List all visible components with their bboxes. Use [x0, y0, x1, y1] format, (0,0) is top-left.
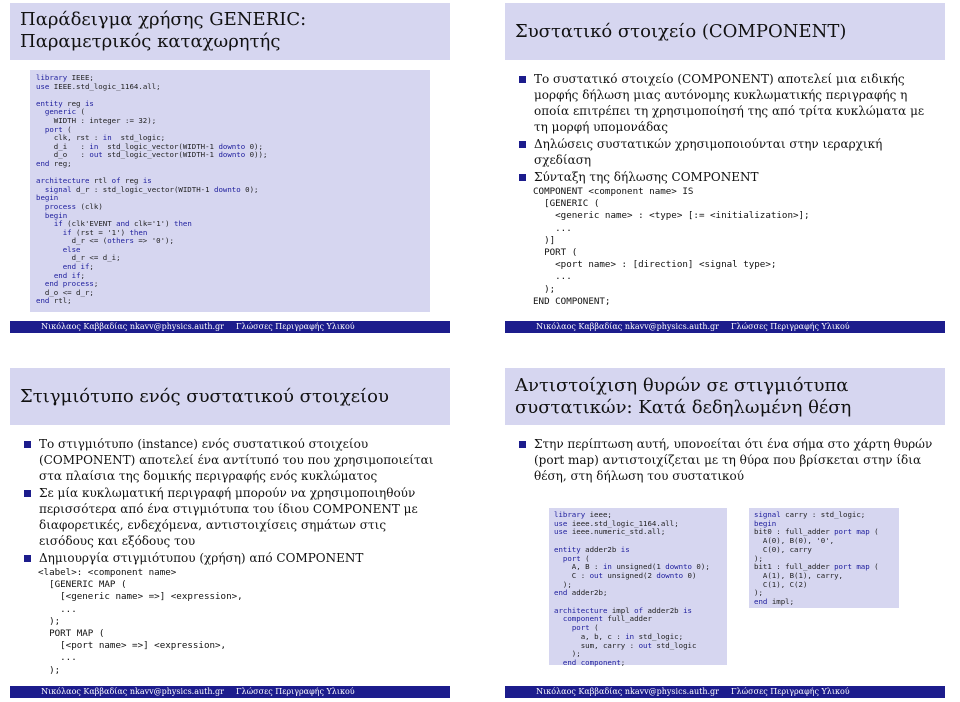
bullet-item: Σύνταξη της δήλωσης COMPONENT	[519, 169, 939, 185]
slide-title: Παράδειγμα χρήσης GENERIC: Παραμετρικός καταχωρητής	[10, 3, 450, 60]
slide-body	[24, 436, 444, 677]
bullet-item: Το συστατικό στοιχείο (COMPONENT) αποτελεί μια ειδικής μορφής δήλωση μιας αυτόνομης κυκλωματικής περιγραφής η οποία επιτρέπει τη χρησιμοποίησή της από τρίτα κυκλώματα με τη μορφή υπομονάδας	[519, 71, 939, 135]
footer-author: Νικόλαος Καββαδίας nkavv@physics.auth.gr	[536, 687, 719, 696]
slide-body	[519, 71, 939, 308]
slide-title: Συστατικό στοιχείο (COMPONENT)	[505, 3, 945, 60]
bullet-item: Στην περίπτωση αυτή, υπονοείται ότι ένα σήμα στο χάρτη θυρών (port map) αντιστοιχίζεται με τη θύρα που βρίσκεται στην ίδια θέση, στη δήλωση του συστατικού	[519, 436, 939, 484]
bullet-square-icon	[24, 555, 31, 562]
bullet-square-icon	[519, 441, 526, 448]
slide-instance	[10, 368, 450, 698]
code-text: signal carry : std_logic; begin bit0 : full_adder port map ( A(0), B(0), '0', C(0), carry ); bit1 : full_adder port map ( A(1), B(1), carry, C(1), C(2) ); end impl;	[754, 510, 879, 607]
footer-author: Νικόλαος Καββαδίας nkavv@physics.auth.gr	[41, 687, 224, 696]
bullet-square-icon	[519, 76, 526, 83]
code-text: library ieee; use ieee.std_logic_1164.all; use ieee.numeric_std.all; entity adder2b is port ( A, B : in unsigned(1 downto 0); C : out unsigned(2 downto 0) ); end adder2b; architecture impl of adder2b is component full_adder port ( a, b, c : in std_logic; sum, carry : out std_logic ); end component;	[554, 510, 710, 667]
footer-course: Γλώσσες Περιγραφής Υλικού	[236, 322, 355, 331]
bullet-item: Δημιουργία στιγμιότυπου (χρήση) από COMPONENT	[24, 550, 444, 566]
slide-footer	[505, 321, 945, 333]
slide-footer	[505, 686, 945, 698]
bullet-square-icon	[519, 174, 526, 181]
bullet-square-icon	[24, 441, 31, 448]
vhdl-code-left	[549, 508, 727, 665]
vhdl-code-right	[749, 508, 899, 608]
instance-syntax: <label>: <component name> [GENERIC MAP ( [<generic name> =>] <expression>, ... ); PORT MAP ( [<port name> =>] <expression>, ... );	[38, 567, 243, 676]
bullet-item: Δηλώσεις συστατικών χρησιμοποιούνται στην ιεραρχική σχεδίαση	[519, 136, 939, 168]
slide-footer	[10, 686, 450, 698]
slide-title: Στιγμιότυπο ενός συστατικού στοιχείου	[10, 368, 450, 425]
bullet-square-icon	[24, 490, 31, 497]
slide-positional-port-map	[505, 368, 945, 698]
component-syntax: COMPONENT <component name> IS [GENERIC ( <generic name> : <type> [:= <initialization>]; ... )] PORT ( <port name> : [direction] <signal type>; ... ); END COMPONENT;	[533, 186, 810, 307]
footer-course: Γλώσσες Περιγραφής Υλικού	[731, 322, 850, 331]
footer-course: Γλώσσες Περιγραφής Υλικού	[731, 687, 850, 696]
slide-generic-register	[10, 3, 450, 333]
slide-footer	[10, 321, 450, 333]
slide-component	[505, 3, 945, 333]
footer-course: Γλώσσες Περιγραφής Υλικού	[236, 687, 355, 696]
code-text: library IEEE; use IEEE.std_logic_1164.all; entity reg is generic ( WIDTH : integer := 32); port ( clk, rst : in std_logic; d_i : in std_logic_vector(WIDTH-1 downto 0); d_o : out std_logic_vector(WIDTH-1 downto 0)); end reg; architecture rtl of reg is signal d_r : std_logic_vector(WIDTH-1 downto 0); begin process (clk) begin if (clk'EVENT and clk='1') then if (rst = '1') then d_r <= (others => '0'); else d_r <= d_i; end if; end if; end process; d_o <= d_r; end rtl;	[36, 73, 268, 306]
bullet-item: Το στιγμιότυπο (instance) ενός συστατικού στοιχείου (COMPONENT) αποτελεί ένα αντίτυπό του που χρησιμοποιείται στα πλαίσια της δομικής περιγραφής ενός κυκλώματος	[24, 436, 444, 484]
slide-title: Αντιστοίχιση θυρών σε στιγμιότυπα συστατικών: Κατά δεδηλωμένη θέση	[505, 368, 945, 425]
bullet-square-icon	[519, 141, 526, 148]
footer-author: Νικόλαος Καββαδίας nkavv@physics.auth.gr	[536, 322, 719, 331]
bullet-item: Σε μία κυκλωματική περιγραφή μπορούν να χρησιμοποιηθούν περισσότερα από ένα στιγμιότυπα του ίδιου COMPONENT με διαφορετικές, ενδεχόμενα, αντιστοιχίσεις σημάτων στις εισόδους και εξόδους του	[24, 485, 444, 549]
vhdl-code-block	[30, 70, 430, 312]
footer-author: Νικόλαος Καββαδίας nkavv@physics.auth.gr	[41, 322, 224, 331]
slide-body	[519, 436, 939, 485]
